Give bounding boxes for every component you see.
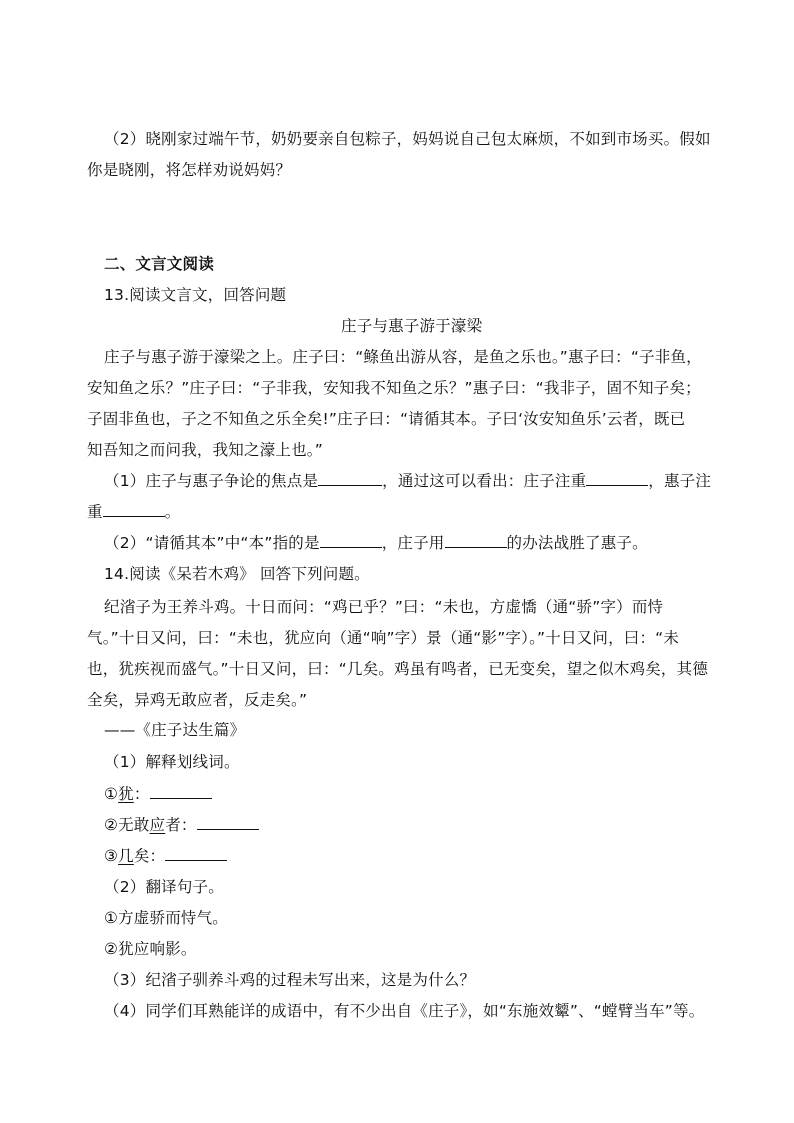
q14-sub1-title: （1）解释划线词。 [104,753,240,771]
q12-2-line2: 你是晓刚，将怎样劝说妈妈？ [87,161,292,179]
section-title: 二、文言文阅读 [104,255,214,273]
answer-blank[interactable] [197,815,259,830]
underlined-word: 几 [118,847,134,865]
q13-sub1-text: ，惠子注 [648,472,712,490]
q13-sub1-text: （1）庄子与惠子争论的焦点是 [104,472,319,490]
q14-sub2-item: ①方虚骄而恃气。 [104,909,228,927]
item-colon: ： [133,785,150,803]
item-marker: ②无敢 [104,816,150,834]
answer-blank[interactable] [318,471,382,486]
item-colon: 者： [165,816,197,834]
item-marker: ① [104,785,119,803]
q13-sub1-text: ，通过这可以看出：庄子注重 [382,472,587,490]
q13-sub2-text: 的办法战胜了惠子。 [506,534,648,552]
q13-prompt: 13.阅读文言文，回答问题 [104,286,287,304]
q13-passage-line: 庄子与惠子游于濠梁之上。庄子曰：“鲦鱼出游从容，是鱼之乐也。”惠子曰：“子非鱼， [104,348,702,366]
q13-sub1-cont [87,502,180,522]
q14-passage-line: 纪渻子为王养斗鸡。十日而问：“鸡已乎？”曰：“未也，方虚憍（通“骄”字）而恃 [104,598,664,616]
q13-passage-line: 安知鱼之乐？”庄子曰：“子非我，安知我不知鱼之乐？”惠子曰：“我非子，固不知子矣； [87,379,701,397]
q13-passage-line: 知吾知之而问我，我知之濠上也。” [87,441,323,459]
q13-sub1 [104,471,711,491]
q14-passage-line: 全矣，异鸡无敢应者，反走矣。” [87,691,308,709]
q14-sub2-title: （2）翻译句子。 [104,878,224,896]
q14-sub1-item [104,784,212,804]
q14-source: ——《庄子达生篇》 [104,721,246,739]
q13-sub1-text: 重 [87,503,103,521]
answer-blank[interactable] [103,502,165,517]
underlined-word: 犹 [118,785,134,803]
answer-blank[interactable] [165,846,227,861]
q14-sub2-item: ②犹应响影。 [104,940,197,958]
answer-blank[interactable] [586,471,648,486]
underlined-word: 应 [149,816,166,834]
q12-2-line1: （2）晓刚家过端午节，奶奶要亲自包粽子，妈妈说自己包太麻烦，不如到市场买。假如 [104,130,711,148]
item-marker: ③ [104,847,119,865]
q14-sub1-item [104,846,227,866]
answer-blank[interactable] [150,784,212,799]
q14-passage-line: 气。”十日又问，曰：“未也，犹应向（通“响”字）景（通“影”字）。”十日又问，曰：“未 [87,629,680,647]
answer-blank[interactable] [445,533,507,548]
answer-blank[interactable] [320,533,382,548]
q14-sub4: （4）同学们耳熟能详的成语中，有不少出自《庄子》，如“东施效颦”、“螳臂当车”等。 [104,1002,705,1020]
q13-sub2-text: （2）“请循其本”中“本”指的是 [104,534,320,552]
q13-sub1-text: 。 [164,503,181,521]
q14-sub3: （3）纪渻子驯养斗鸡的过程未写出来，这是为什么？ [104,971,476,989]
q13-sub2-text: ，庄子用 [381,534,445,552]
q13-sub2 [104,533,648,553]
item-colon: 矣： [133,847,166,865]
q14-sub1-item [104,815,259,835]
q13-passage-line: 子固非鱼也，子之不知鱼之乐全矣!”庄子曰：“请循其本。子曰‘汝安知鱼乐’云者，既已 [87,410,686,428]
q13-passage-title: 庄子与惠子游于濠梁 [341,317,483,335]
q14-prompt: 14.阅读《呆若木鸡》 回答下列问题。 [104,565,370,583]
q14-passage-line: 也，犹疾视而盛气。”十日又问，曰：“几矣。鸡虽有鸣者，已无变矣，望之似木鸡矣，其德 [87,660,709,678]
